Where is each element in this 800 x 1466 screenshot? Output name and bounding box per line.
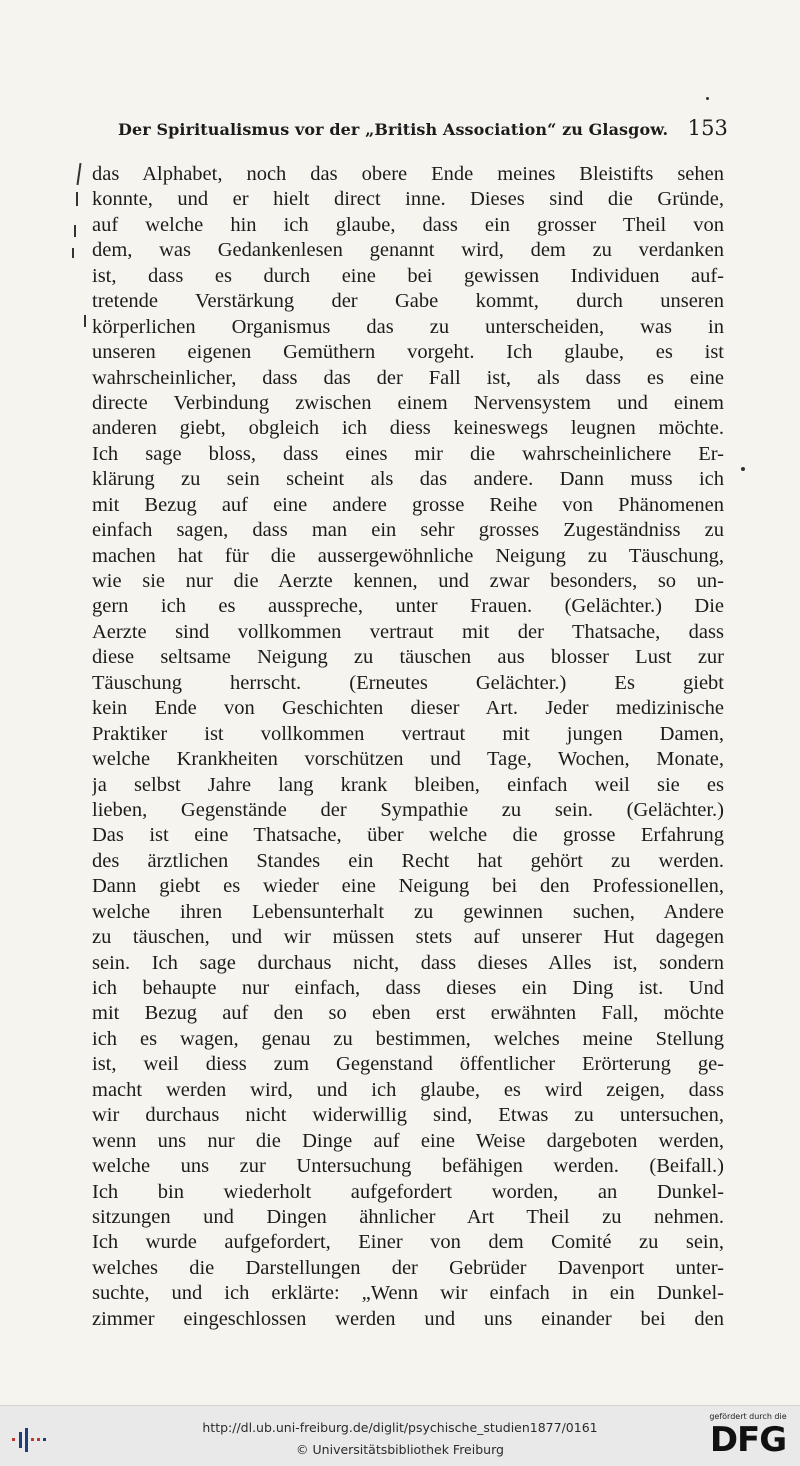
text-line: directe Verbindung zwischen einem Nervensystem und einem xyxy=(92,391,724,414)
margin-mark-icon xyxy=(74,225,76,237)
text-line: gern ich es ausspreche, unter Frauen. (Gelächter.) Die xyxy=(92,595,724,618)
text-line: Aerzte sind vollkommen vertraut mit der Thatsache, dass xyxy=(92,620,724,643)
text-line: welche uns zur Untersuchung befähigen werden. (Beifall.) xyxy=(92,1155,724,1178)
text-line: Das ist eine Thatsache, über welche die grosse Erfahrung xyxy=(92,824,724,847)
text-line: welche Krankheiten vorschützen und Tage, Wochen, Monate, xyxy=(92,748,724,771)
text-line: anderen giebt, obgleich ich diess keineswegs leugnen möchte. xyxy=(92,417,724,440)
margin-mark-icon xyxy=(76,163,81,185)
text-line: diese seltsame Neigung zu täuschen aus blosser Lust zur xyxy=(92,646,724,669)
text-line: kein Ende von Geschichten dieser Art. Jeder medizinische xyxy=(92,697,724,720)
text-line: mit Bezug auf den so eben erst erwähnten Fall, möchte xyxy=(92,1002,724,1025)
text-line: Dann giebt es wieder eine Neigung bei den Professionellen, xyxy=(92,875,724,898)
margin-mark-icon xyxy=(72,248,74,258)
text-line: Täuschung herrscht. (Erneutes Gelächter.) Es giebt xyxy=(92,671,724,694)
text-line: Ich bin wiederholt aufgefordert worden, an Dunkel- xyxy=(92,1180,724,1203)
text-line: welche ihren Lebensunterhalt zu gewinnen suchen, Andere xyxy=(92,900,724,923)
text-line: tretende Verstärkung der Gabe kommt, durch unseren xyxy=(92,290,724,313)
text-line: einfach sagen, dass man ein sehr grosses Zugeständniss zu xyxy=(92,519,724,542)
text-line: konnte, und er hielt direct inne. Dieses sind die Gründe, xyxy=(92,188,724,211)
running-title: Der Spiritualismus vor der „British Association“ zu Glasgow. xyxy=(118,120,669,139)
text-line: wir durchaus nicht widerwillig sind, Etwas zu untersuchen, xyxy=(92,1104,724,1127)
text-line: lieben, Gegenstände der Sympathie zu sein. (Gelächter.) xyxy=(92,798,724,821)
dfg-logo-icon: DFG xyxy=(709,1420,787,1460)
text-line: ist, weil diess zum Gegenstand öffentlicher Erörterung ge- xyxy=(92,1053,724,1076)
margin-dot-icon xyxy=(706,97,709,100)
text-line: wie sie nur die Aerzte kennen, und zwar besonders, so un- xyxy=(92,570,724,592)
running-header xyxy=(118,116,728,140)
text-line: wenn uns nur die Dinge auf eine Weise dargeboten werden, xyxy=(92,1129,724,1152)
footer-bar xyxy=(0,1405,800,1466)
text-line: wahrscheinlicher, dass das der Fall ist, als dass es eine xyxy=(92,366,724,389)
text-line: klärung zu sein scheint als das andere. Dann muss ich xyxy=(92,468,724,491)
text-line: macht werden wird, und ich glaube, es wird zeigen, dass xyxy=(92,1078,724,1101)
text-line: das Alphabet, noch das obere Ende meines Bleistifts sehen xyxy=(92,163,724,185)
text-line: zu täuschen, und wir müssen stets auf unserer Hut dagegen xyxy=(92,926,724,949)
text-line: ist, dass es durch eine bei gewissen Individuen auf- xyxy=(92,264,724,287)
text-line: machen hat für die aussergewöhnliche Neigung zu Täuschung, xyxy=(92,544,724,567)
text-line: dem, was Gedankenlesen genannt wird, dem zu verdanken xyxy=(92,239,724,262)
margin-mark-icon xyxy=(76,192,78,206)
text-line: unseren eigenen Gemüthern vorgeht. Ich glaube, es ist xyxy=(92,341,724,364)
text-line: ja selbst Jahre lang krank bleiben, einfach weil sie es xyxy=(92,773,724,796)
text-line: Praktiker ist vollkommen vertraut mit jungen Damen, xyxy=(92,722,724,745)
text-line: zimmer eingeschlossen werden und uns einander bei den xyxy=(92,1307,724,1330)
margin-mark-icon xyxy=(84,315,86,327)
text-line: ich behaupte nur einfach, dass dieses ein Ding ist. Und xyxy=(92,977,724,999)
sponsor-note: gefördert durch die xyxy=(709,1412,787,1421)
dfg-sponsor-block xyxy=(704,1412,792,1462)
text-line: des ärztlichen Standes ein Recht hat gehört zu werden. xyxy=(92,849,724,872)
text-line: ich es wagen, genau zu bestimmen, welches meine Stellung xyxy=(92,1027,724,1050)
text-line: suchte, und ich erklärte: „Wenn wir einfach in ein Dunkel- xyxy=(92,1282,724,1305)
text-line: mit Bezug auf eine andere grosse Reihe von Phänomenen xyxy=(92,493,724,516)
text-line: auf welche hin ich glaube, dass ein grosser Theil von xyxy=(92,213,724,236)
text-line: Ich sage bloss, dass eines mir die wahrscheinlichere Er- xyxy=(92,442,724,465)
text-line: sitzungen und Dingen ähnlicher Art Theil zu nehmen. xyxy=(92,1205,724,1228)
text-line: körperlichen Organismus das zu unterscheiden, was in xyxy=(92,315,724,338)
body-text xyxy=(92,162,724,1332)
text-line: Ich wurde aufgefordert, Einer von dem Comité zu sein, xyxy=(92,1231,724,1254)
text-line: sein. Ich sage durchaus nicht, dass dieses Alles ist, sondern xyxy=(92,951,724,974)
margin-dot-icon xyxy=(741,467,745,471)
footer-copyright: © Universitätsbibliothek Freiburg xyxy=(296,1442,504,1457)
footer-url-link[interactable]: http://dl.ub.uni-freiburg.de/diglit/psychische_studien1877/0161 xyxy=(202,1420,598,1435)
page-number: 153 xyxy=(687,116,728,140)
text-line: welches die Darstellungen der Gebrüder Davenport unter- xyxy=(92,1256,724,1279)
